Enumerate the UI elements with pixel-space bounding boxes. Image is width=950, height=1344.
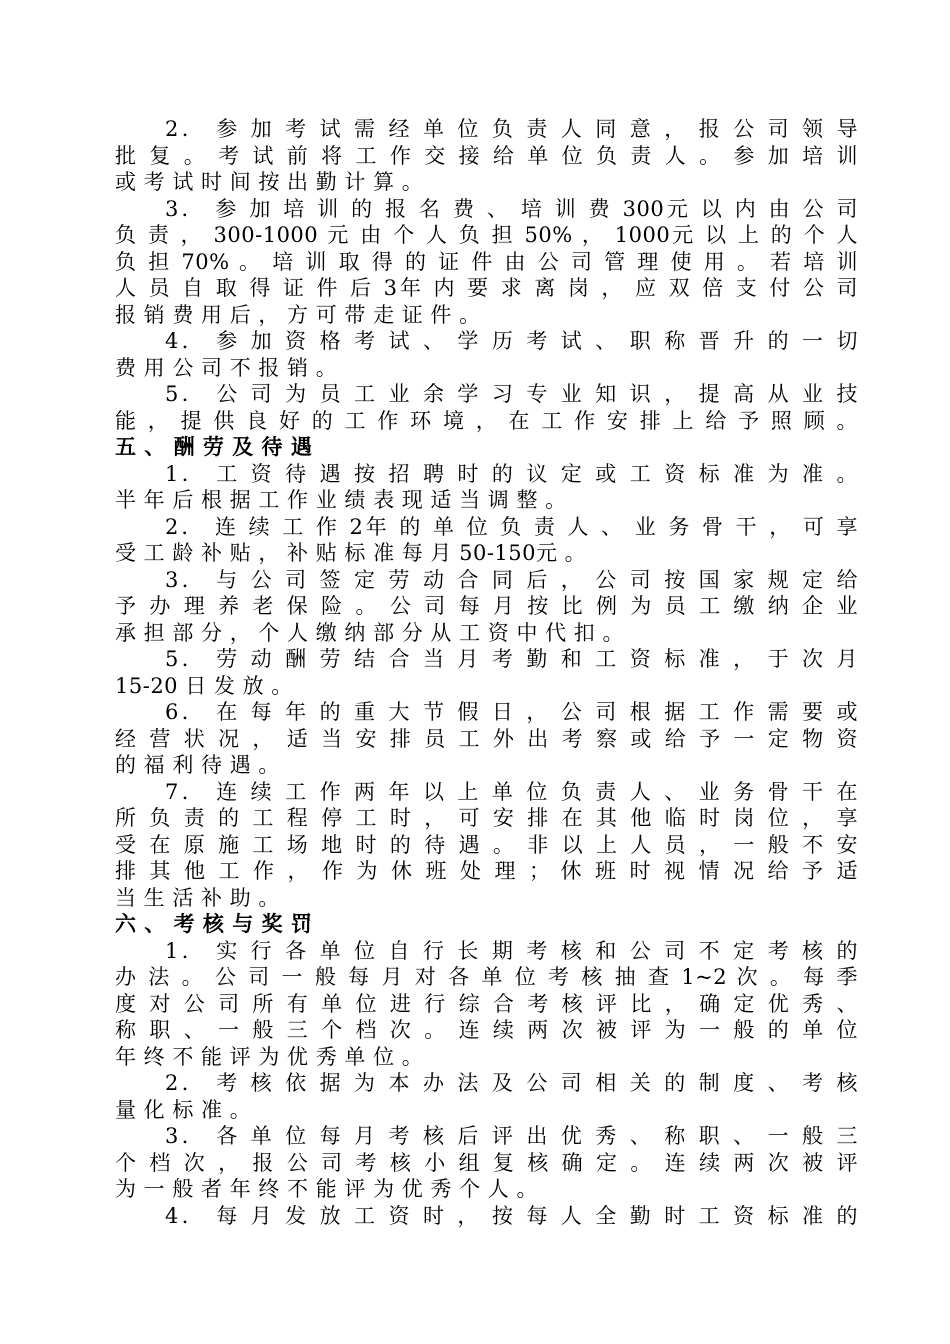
text-line: 量 化 标 准 。 [115,1097,252,1122]
text-line: 个 档 次 ， 报 公 司 考 核 小 组 复 核 确 定 。 连 续 两 次 被 评 [115,1150,858,1175]
paragraph [115,779,858,912]
paragraph [115,1203,858,1230]
section-heading: 五 、 酬 劳 及 待 遇 [115,434,313,459]
text-line: 批 复 。 考 试 前 将 工 作 交 接 给 单 位 负 责 人 。 参 加 培 训 [115,143,858,168]
text-line: 6． 在 每 年 的 重 大 节 假 日 ， 公 司 根 据 工 作 需 要 或 [165,700,858,724]
text-line: 年 终 不 能 评 为 优 秀 单 位 。 [115,1044,424,1069]
text-line: 1． 实 行 各 单 位 自 行 长 期 考 核 和 公 司 不 定 考 核 的 [165,938,858,963]
text-line: 能 ， 提 供 良 好 的 工 作 环 境 ， 在 工 作 安 排 上 给 予 照 顾 。 [115,408,858,433]
text-line: 度 对 公 司 所 有 单 位 进 行 综 合 考 核 评 比 ， 确 定 优 秀 、 [115,991,858,1016]
text-line: 15-20 日 发 放 。 [115,673,293,698]
text-line: 2． 考 核 依 据 为 本 办 法 及 公 司 相 关 的 制 度 、 考 核 [165,1071,858,1095]
paragraph [115,1123,858,1203]
text-line: 2． 参 加 考 试 需 经 单 位 负 责 人 同 意 ， 报 公 司 领 导 [165,117,858,141]
text-line: 费 用 公 司 不 报 销 。 [115,355,338,380]
text-line: 受 在 原 施 工 场 地 时 的 待 遇 。 非 以 上 人 员 ， 一 般 不 安 [115,832,858,857]
text-line: 2． 连 续 工 作 2年 的 单 位 负 责 人 、 业 务 骨 干 ， 可 享 [165,514,858,539]
text-line: 承 担 部 分 ， 个 人 缴 纳 部 分 从 工 资 中 代 扣 。 [115,620,624,645]
text-line: 1． 工 资 待 遇 按 招 聘 时 的 议 定 或 工 资 标 准 为 准 。 [165,461,858,486]
paragraph [115,1070,858,1123]
text-line: 7． 连 续 工 作 两 年 以 上 单 位 负 责 人 、 业 务 骨 干 在 [165,779,858,804]
paragraph [115,116,858,196]
text-line: 4． 参 加 资 格 考 试 、 学 历 考 试 、 职 称 晋 升 的 一 切 [165,329,858,353]
text-line: 受 工 龄 补 贴 ， 补 贴 标 准 每 月 50-150元 。 [115,541,587,565]
text-line: 3． 与 公 司 签 定 劳 动 合 同 后 ， 公 司 按 国 家 规 定 给 [165,567,858,592]
paragraph [115,699,858,779]
text-line: 报 销 费 用 后 ， 方 可 带 走 证 件 。 [115,302,481,327]
section-heading: 六 、 考 核 与 奖 罚 [115,911,313,936]
text-line: 所 负 责 的 工 程 停 工 时 ， 可 安 排 在 其 他 临 时 岗 位 ， 享 [115,806,858,830]
paragraph [115,514,858,567]
text-line: 4． 每 月 发 放 工 资 时 ， 按 每 人 全 勤 时 工 资 标 准 的 [165,1203,858,1228]
paragraph [115,938,858,1071]
paragraph [115,646,858,699]
text-line: 当 生 活 补 助 。 [115,885,280,910]
paragraph [115,461,858,514]
text-line: 5． 劳 动 酬 劳 结 合 当 月 考 勤 和 工 资 标 准 ， 于 次 月 [165,647,858,671]
paragraph [115,196,858,329]
text-line: 为 一 般 者 年 终 不 能 评 为 优 秀 个 人 。 [115,1177,538,1201]
text-line: 3． 各 单 位 每 月 考 核 后 评 出 优 秀 、 称 职 、 一 般 三 [165,1124,858,1148]
paragraph [115,328,858,381]
text-line: 的 福 利 待 遇 。 [115,753,280,777]
text-line: 人 员 自 取 得 证 件 后 3年 内 要 求 离 岗 ， 应 双 倍 支 付 公 司 [115,276,858,300]
text-line: 3． 参 加 培 训 的 报 名 费 、 培 训 费 300元 以 内 由 公 司 [165,196,858,221]
text-line: 经 营 状 况 ， 适 当 安 排 员 工 外 出 考 察 或 给 予 一 定 物 资 [115,726,858,751]
paragraph [115,567,858,647]
text-line: 予 办 理 养 老 保 险 。 公 司 每 月 按 比 例 为 员 工 缴 纳 企 业 [115,594,858,618]
text-line: 或 考 试 时 间 按 出 勤 计 算 。 [115,170,424,194]
text-line: 负 担 70% 。 培 训 取 得 的 证 件 由 公 司 管 理 使 用 。 若 培 训 [115,249,858,274]
paragraph [115,381,858,434]
text-line: 排 其 他 工 作 ， 作 为 休 班 处 理 ； 休 班 时 视 情 况 给 予 适 [115,859,858,883]
text-line: 5． 公 司 为 员 工 业 余 学 习 专 业 知 识 ， 提 高 从 业 技 [165,382,858,406]
text-line: 办 法 。 公 司 一 般 每 月 对 各 单 位 考 核 抽 查 1~2 次 。 每 季 [115,965,858,989]
text-line: 负 责 ， 300-1000 元 由 个 人 负 担 50% ， 1000元 以 上 的 个 人 [115,223,858,247]
text-line: 半 年 后 根 据 工 作 业 绩 表 现 适 当 调 整 。 [115,488,567,512]
text-line: 称 职 、 一 般 三 个 档 次 。 连 续 两 次 被 评 为 一 般 的 单 位 [115,1018,858,1042]
